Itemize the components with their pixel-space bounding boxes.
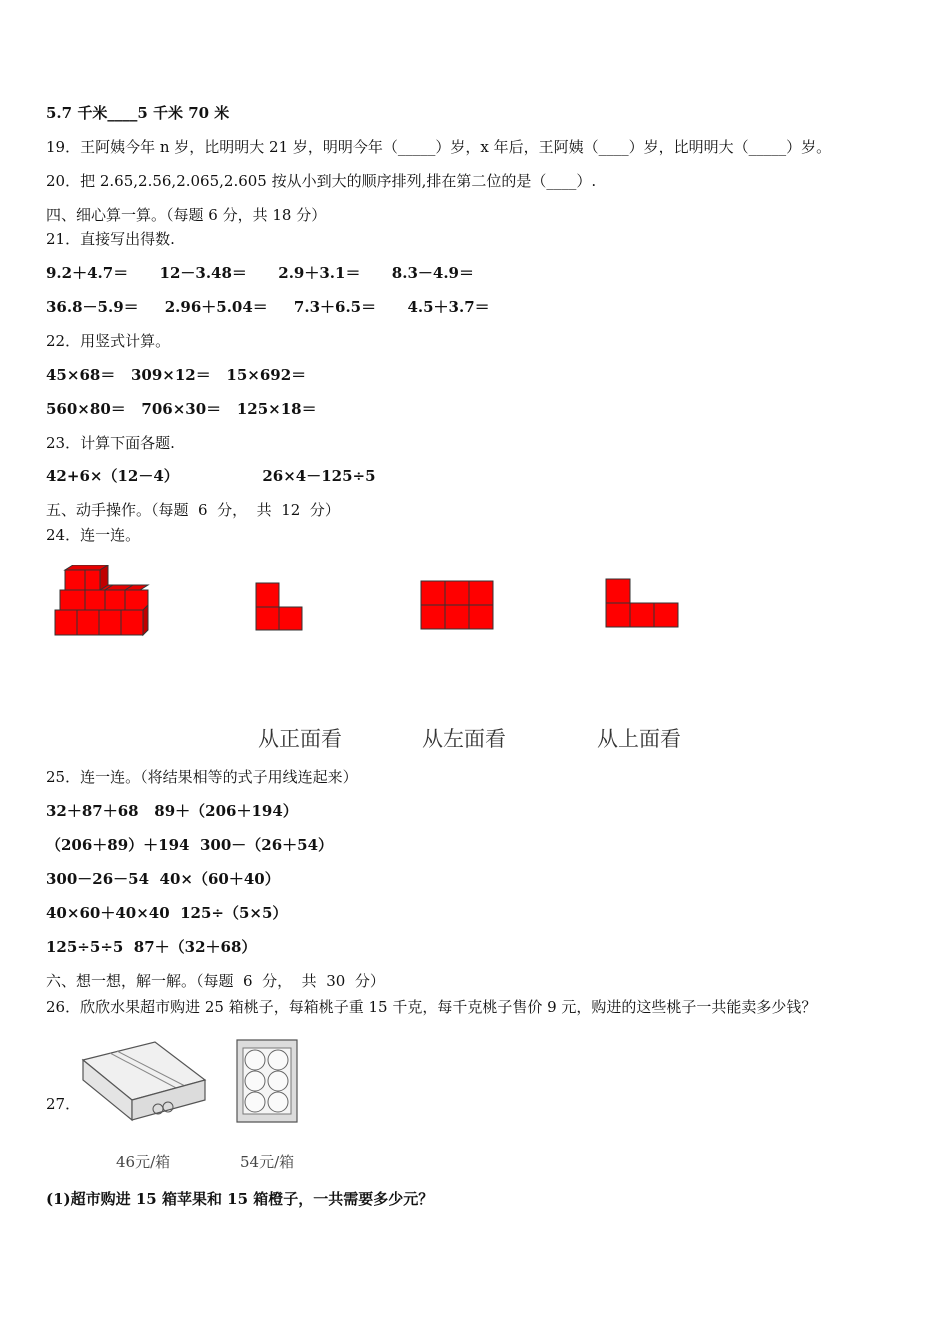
- cube: [65, 570, 85, 590]
- q19-text: 19．王阿姨今年 n 岁，比明明大 21 岁，明明今年（_____）岁，x 年后，王阿姨（____）岁，比明明大（_____）岁。: [46, 138, 832, 156]
- orange-icon: [268, 1050, 288, 1070]
- square: [606, 579, 630, 603]
- cube-stack-figure: [50, 565, 150, 640]
- view-label-left: 从左面看: [422, 727, 506, 751]
- square: [469, 581, 493, 605]
- section-6-title: 六、想一想，解一解。（每题 6 分， 共 30 分）: [46, 972, 385, 990]
- section-5-title: 五、动手操作。（每题 6 分， 共 12 分）: [46, 501, 340, 519]
- square: [279, 607, 302, 630]
- view-shape-l-wide: [605, 578, 681, 630]
- cube: [60, 590, 85, 610]
- q26-text: 26．欣欣水果超市购进 25 箱桃子，每箱桃子重 15 千克，每千克桃子售价 9 元，购进的这些桃子一共能卖多少钱？: [46, 998, 817, 1016]
- orange-icon: [268, 1071, 288, 1091]
- orange-icon: [245, 1092, 265, 1112]
- view-label-top: 从上面看: [597, 727, 681, 751]
- cube: [125, 590, 148, 610]
- orange-box-image: [236, 1038, 298, 1124]
- q25-row-3: 300－26－54 40×（60＋40）: [46, 870, 280, 888]
- square: [421, 581, 445, 605]
- cube: [121, 610, 143, 635]
- q25-row-5: 125÷5÷5 87＋（32＋68）: [46, 938, 257, 956]
- view-shape-2x3: [420, 580, 495, 632]
- square: [469, 605, 493, 629]
- cube: [99, 610, 121, 635]
- q24-title: 24．连一连。: [46, 526, 141, 544]
- q21-row-1: 9.2＋4.7＝ 12－3.48＝ 2.9＋3.1＝ 8.3－4.9＝: [46, 264, 474, 282]
- apple-price-label: 46元/箱: [116, 1153, 171, 1171]
- orange-icon: [268, 1092, 288, 1112]
- square: [606, 603, 630, 627]
- cube: [85, 570, 100, 590]
- q25-row-2: （206＋89）＋194 300－（26＋54）: [46, 836, 334, 854]
- square: [445, 605, 469, 629]
- cube: [55, 610, 77, 635]
- square: [445, 581, 469, 605]
- q21-row-2: 36.8－5.9＝ 2.96＋5.04＝ 7.3＋6.5＝ 4.5＋3.7＝: [46, 298, 490, 316]
- square: [421, 605, 445, 629]
- q21-title: 21．直接写出得数.: [46, 230, 175, 248]
- cube: [105, 590, 125, 610]
- q25-row-4: 40×60＋40×40 125÷（5×5）: [46, 904, 288, 922]
- q23-title: 23．计算下面各题.: [46, 434, 175, 452]
- q23-row-1: 42+6×（12－4） 26×4－125÷5: [46, 467, 376, 485]
- section-4-title: 四、细心算一算。（每题 6 分，共 18 分）: [46, 206, 327, 224]
- square: [256, 607, 279, 630]
- orange-icon: [245, 1050, 265, 1070]
- cube: [85, 590, 105, 610]
- q27-number: 27．: [46, 1095, 81, 1113]
- q18-tail: 5.7 千米____5 千米 70 米: [46, 104, 230, 122]
- q22-row-2: 560×80＝ 706×30＝ 125×18＝: [46, 400, 317, 418]
- square: [654, 603, 678, 627]
- square: [630, 603, 654, 627]
- view-shape-l-small: [255, 582, 305, 632]
- cube-side-face: [100, 565, 108, 590]
- orange-icon: [245, 1071, 265, 1091]
- view-label-front: 从正面看: [258, 727, 342, 751]
- q20-text: 20．把 2.65,2.56,2.065,2.605 按从小到大的顺序排列,排在第二位的是（____）.: [46, 172, 597, 190]
- orange-price-label: 54元/箱: [240, 1153, 295, 1171]
- square: [256, 583, 279, 607]
- cube: [77, 610, 99, 635]
- q27-sub-1: (1)超市购进 15 箱苹果和 15 箱橙子，一共需要多少元？: [46, 1190, 434, 1208]
- q25-title: 25．连一连。（将结果相等的式子用线连起来）: [46, 768, 358, 786]
- apple-box-image: [80, 1040, 208, 1122]
- q22-title: 22．用竖式计算。: [46, 332, 171, 350]
- q25-row-1: 32＋87＋68 89＋（206＋194）: [46, 802, 298, 820]
- q22-row-1: 45×68＝ 309×12＝ 15×692＝: [46, 366, 307, 384]
